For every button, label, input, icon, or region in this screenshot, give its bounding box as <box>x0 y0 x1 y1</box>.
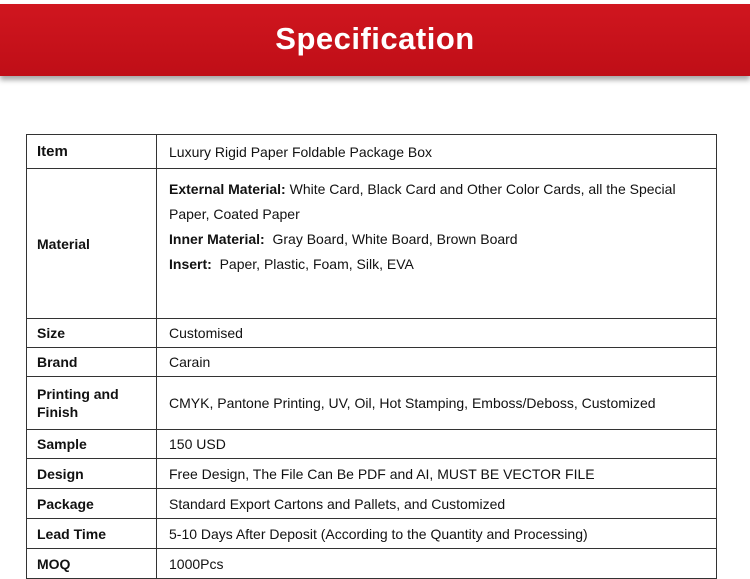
row-value-item: Luxury Rigid Paper Foldable Package Box <box>157 135 717 169</box>
row-label-moq: MOQ <box>27 549 157 579</box>
row-value-printing: CMYK, Pantone Printing, UV, Oil, Hot Stamping, Emboss/Deboss, Customized <box>157 377 717 430</box>
table-row-sample <box>27 430 717 459</box>
table-row-package <box>27 489 717 519</box>
material-line-external <box>169 177 694 227</box>
row-value-design: Free Design, The File Can Be PDF and AI, MUST BE VECTOR FILE <box>157 459 717 489</box>
material-key-external: External Material: <box>169 181 286 197</box>
row-value-size: Customised <box>157 319 717 348</box>
material-text-inner: Gray Board, White Board, Brown Board <box>264 231 518 247</box>
row-label-sample: Sample <box>27 430 157 459</box>
table-row-brand <box>27 348 717 377</box>
row-value-material <box>157 169 717 319</box>
row-label-package: Package <box>27 489 157 519</box>
row-value-sample: 150 USD <box>157 430 717 459</box>
row-label-lead-time: Lead Time <box>27 519 157 549</box>
row-label-size: Size <box>27 319 157 348</box>
page-title: Specification <box>275 21 475 56</box>
row-value-moq: 1000Pcs <box>157 549 717 579</box>
row-label-printing: Printing and Finish <box>27 377 157 430</box>
row-value-brand: Carain <box>157 348 717 377</box>
row-label-material: Material <box>27 169 157 319</box>
material-key-insert: Insert: <box>169 256 212 272</box>
material-line-insert <box>169 252 694 277</box>
table-row-printing <box>27 377 717 430</box>
title-banner <box>0 4 750 76</box>
material-text-external: White Card, Black Card and Other Color Cards, all the Special Paper, Coated Paper <box>169 181 676 222</box>
row-value-lead-time: 5-10 Days After Deposit (According to the Quantity and Processing) <box>157 519 717 549</box>
spec-table <box>26 134 717 579</box>
material-key-inner: Inner Material: <box>169 231 265 247</box>
material-line-inner <box>169 227 694 252</box>
table-row-item <box>27 135 717 169</box>
material-text-insert: Paper, Plastic, Foam, Silk, EVA <box>211 256 414 272</box>
row-value-package: Standard Export Cartons and Pallets, and Customized <box>157 489 717 519</box>
table-row-design <box>27 459 717 489</box>
row-label-brand: Brand <box>27 348 157 377</box>
table-row-lead-time <box>27 519 717 549</box>
table-row-material <box>27 169 717 319</box>
table-row-size <box>27 319 717 348</box>
row-label-item: Item <box>27 135 157 169</box>
table-row-moq <box>27 549 717 579</box>
row-label-design: Design <box>27 459 157 489</box>
